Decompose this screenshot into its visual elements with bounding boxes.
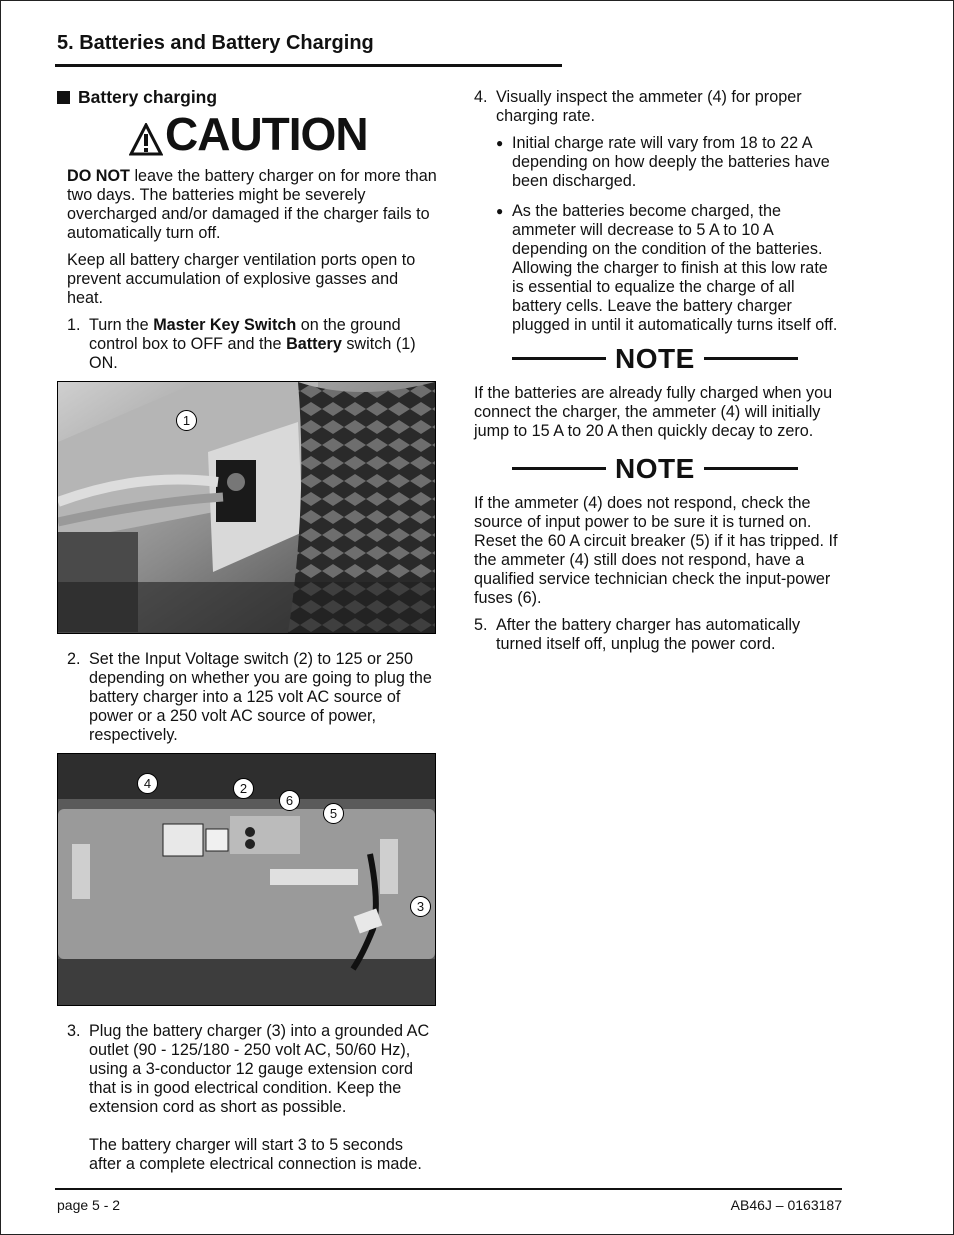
step-4-number: 4. — [474, 88, 488, 106]
subheading — [57, 88, 437, 107]
bullet-1 — [496, 134, 842, 191]
callout-6: 6 — [279, 790, 300, 811]
master-key-switch-label: Master Key Switch — [153, 316, 297, 334]
section-title: 5. Batteries and Battery Charging — [57, 32, 374, 54]
step-2 — [57, 650, 437, 745]
note-banner-1 — [512, 343, 842, 374]
left-column — [57, 88, 437, 1182]
photo-charger-panel — [57, 753, 436, 1006]
step-5-text: After the battery charger has automatically turned itself off, unplug the power cord. — [496, 616, 801, 653]
step-4 — [474, 88, 842, 126]
callout-2: 2 — [233, 778, 254, 799]
note-word-1: NOTE — [615, 343, 695, 374]
step-1-text-a: Turn the — [89, 316, 154, 334]
note-rule-right — [704, 357, 798, 360]
step-1-text — [89, 316, 437, 373]
battery-switch-photo-image — [58, 382, 435, 633]
square-bullet-icon — [57, 91, 70, 104]
bullet-2-text: As the batteries become charged, the ammeter will decrease to 5 A to 10 A depending on the condition of the batteries. Allowing the charger to finish at this low rate is essential to equalize the charge of all battery cells. Leave the battery charger plugged in until it automatically turns itself off. — [512, 202, 838, 334]
step-1 — [57, 316, 437, 373]
step-5-number: 5. — [474, 616, 488, 634]
step-1-text-e: switch (1) ON. — [89, 335, 416, 372]
callout-1: 1 — [176, 410, 197, 431]
note-rule-left — [512, 467, 606, 470]
bullet-1-text: Initial charge rate will vary from 18 to 22 A depending on how deeply the batteries have been discharged. — [512, 134, 830, 190]
step-2-number: 2. — [67, 650, 81, 668]
note-rule-left — [512, 357, 606, 360]
step-3-text-wrap — [89, 1022, 437, 1174]
subheading-text: Battery charging — [78, 87, 218, 107]
note-banner-2 — [512, 453, 842, 484]
title-rule — [55, 64, 562, 67]
step-5 — [474, 616, 842, 654]
step-1-number: 1. — [67, 316, 81, 334]
caution-banner — [129, 108, 437, 160]
note-word-2: NOTE — [615, 453, 695, 484]
step-2-text: Set the Input Voltage switch (2) to 125 or 250 depending on whether you are going to plug the battery charger into a 125 volt AC source of power or a 250 volt AC source of power, respectively. — [89, 650, 432, 744]
step-3 — [57, 1022, 437, 1174]
step-3-number: 3. — [67, 1022, 81, 1040]
bullet-2 — [496, 202, 842, 335]
caution-paragraph-1 — [57, 167, 437, 243]
document-id: AB46J – 0163187 — [730, 1197, 842, 1213]
caution-paragraph-2: Keep all battery charger ventilation ports open to prevent accumulation of explosive gasses and heat. — [67, 251, 416, 307]
caution-paragraph-1-text: leave the battery charger on for more than two days. The batteries might be severely overcharged and/or damaged if the charger fails to automatically turn off. — [67, 167, 437, 242]
step-4-text: Visually inspect the ammeter (4) for proper charging rate. — [496, 88, 802, 125]
caution-word: CAUTION — [165, 108, 368, 160]
step-3-text-2: The battery charger will start 3 to 5 seconds after a complete electrical connection is made. — [89, 1136, 422, 1173]
footer-rule — [55, 1188, 842, 1190]
step-1-text-c: on the ground control box to OFF and the — [89, 316, 401, 353]
bullet-dot-icon: ● — [496, 136, 504, 150]
warning-triangle-icon — [129, 123, 163, 157]
caution-bold: DO NOT — [67, 167, 130, 185]
note-rule-right — [704, 467, 798, 470]
note-2-text: If the ammeter (4) does not respond, check the source of input power to be sure it is turned on. Reset the 60 A circuit breaker (5) if it has tripped. If the ammeter (4) still does not respond, have a qualified service technician check the input-power fuses (6). — [474, 494, 838, 607]
page-number: page 5 - 2 — [57, 1197, 121, 1213]
right-column — [474, 88, 842, 662]
callout-4: 4 — [137, 773, 158, 794]
note-1-text: If the batteries are already fully charged when you connect the charger, the ammeter (4) will initially jump to 15 A to 20 A then quickly decay to zero. — [474, 384, 833, 440]
step-3-text: Plug the battery charger (3) into a grounded AC outlet (90 - 125/180 - 250 volt AC, 50/60 Hz), using a 3-conductor 12 gauge extension cord that is in good electrical condition. Keep the extension cord as short as possible. — [89, 1022, 430, 1116]
photo-battery-switch — [57, 381, 436, 634]
bullet-dot-icon: ● — [496, 204, 504, 218]
callout-3: 3 — [410, 896, 431, 917]
callout-5: 5 — [323, 803, 344, 824]
battery-label: Battery — [286, 335, 342, 353]
